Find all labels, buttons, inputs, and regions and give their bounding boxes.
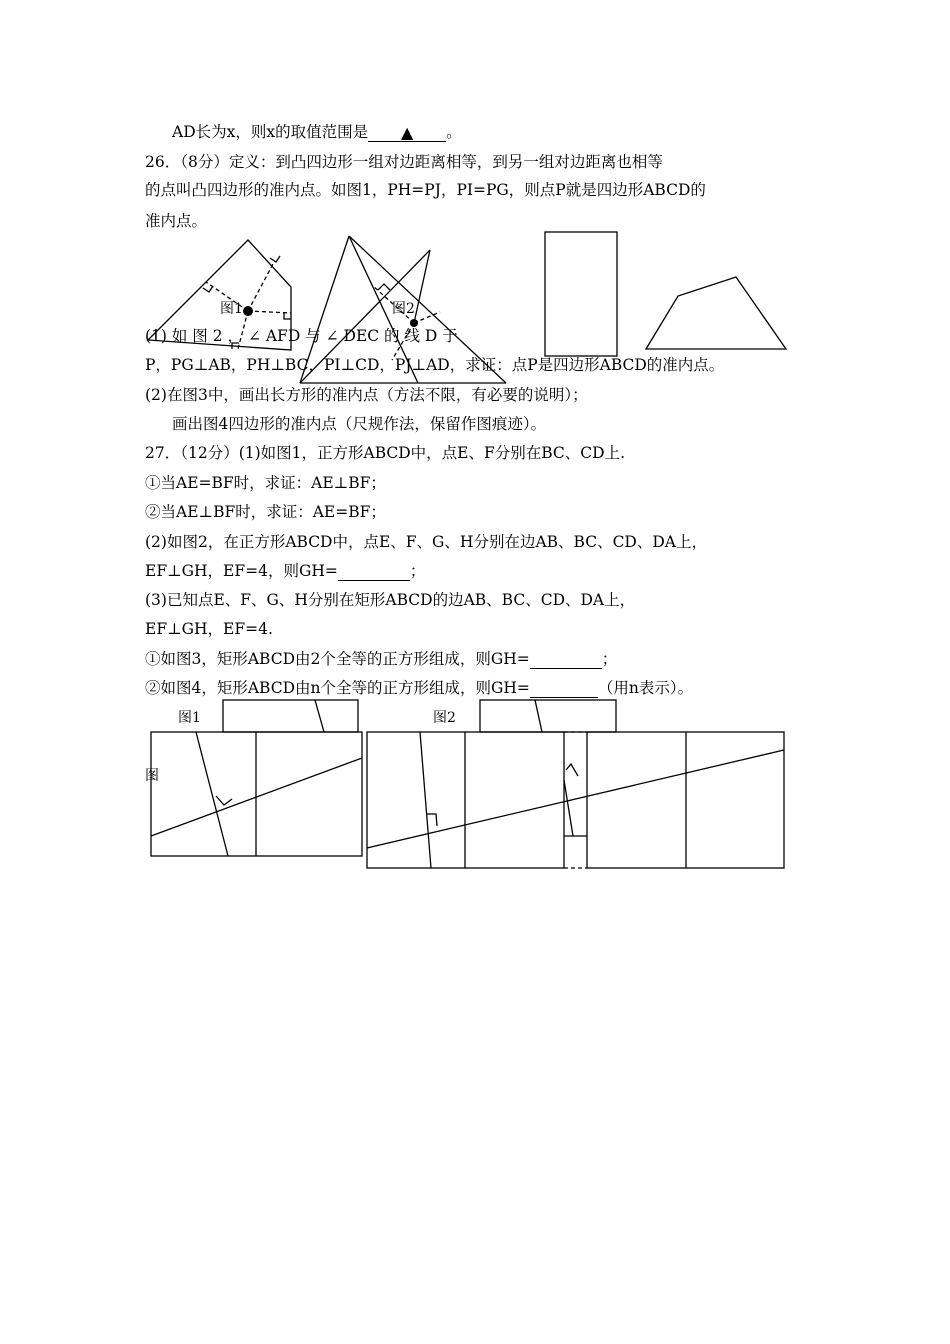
q27-top-square-left xyxy=(223,700,358,732)
q26-part2-line2: 画出图4四边形的准内点（尺规作法，保留作图痕迹）。 xyxy=(172,415,547,433)
q27-sub1-prefix: ①如图3，矩形ABCD由2个全等的正方形组成，则GH= xyxy=(145,650,530,668)
q27-title: 27．（12分）(1)如图1，正方形ABCD中，点E、F分别在BC、CD上. xyxy=(145,444,625,462)
q27-top-square-right xyxy=(480,700,616,732)
q27-item2: ②当AE⊥BF时，求证：AE=BF； xyxy=(145,503,386,521)
q25-suffix: 。 xyxy=(446,123,462,141)
q26-fig2-caption: 图2 xyxy=(392,301,415,317)
q26-fig1-caption: 图1 xyxy=(220,301,243,317)
q27-sub2-suffix: （用n表示）。 xyxy=(597,679,694,697)
q27-item1: ①当AE=BF时，求证：AE⊥BF； xyxy=(145,474,386,492)
q26-definition-line2: 的点叫凸四边形的准内点。如图1，PH=PJ，PI=PG，则点P就是四边形ABCD的 xyxy=(145,181,706,199)
q27-part2-line1: (2)如图2，在正方形ABCD中，点E、F、G、H分别在边AB、BC、CD、DA上， xyxy=(145,533,707,551)
q26-definition-line3: 准内点。 xyxy=(145,212,208,230)
q26-part2-line1: (2)在图3中，画出长方形的准内点（方法不限，有必要的说明）； xyxy=(145,386,588,404)
q27-figure3 xyxy=(151,732,362,856)
q27-part3-line1: (3)已知点E、F、G、H分别在矩形ABCD的边AB、BC、CD、DA上， xyxy=(145,591,636,609)
q27-fig1-caption: 图1 xyxy=(178,710,201,726)
q27-figure4 xyxy=(367,732,784,868)
q27-fig3-partial-caption: 图 xyxy=(145,768,159,784)
q25-prefix: AD长为x，则x的取值范围是 xyxy=(172,123,369,141)
triangle-marker-icon: ▲ xyxy=(400,123,414,142)
q26-part1-line1: (1) 如 图 2 ， ∠ AFD 与 ∠ DEC 的 线 D 于 xyxy=(145,327,458,345)
q27-part3-line2: EF⊥GH，EF=4. xyxy=(145,620,273,638)
q26-title: 26．（8分）定义：到凸四边形一组对边距离相等，到另一组对边距离也相等 xyxy=(145,153,663,171)
q27-fig2-caption: 图2 xyxy=(433,710,456,726)
q27-part2-suffix: ； xyxy=(409,562,426,580)
q27-sub1-suffix: ； xyxy=(601,650,618,668)
q27-sub2-prefix: ②如图4，矩形ABCD由n个全等的正方形组成，则GH= xyxy=(145,679,530,697)
q27-part2-prefix: EF⊥GH，EF=4，则GH= xyxy=(145,562,338,580)
q26-part1-line2: P，PG⊥AB，PH⊥BC，PI⊥CD，PJ⊥AD，求证：点P是四边形ABCD的准内点。 xyxy=(145,356,725,374)
